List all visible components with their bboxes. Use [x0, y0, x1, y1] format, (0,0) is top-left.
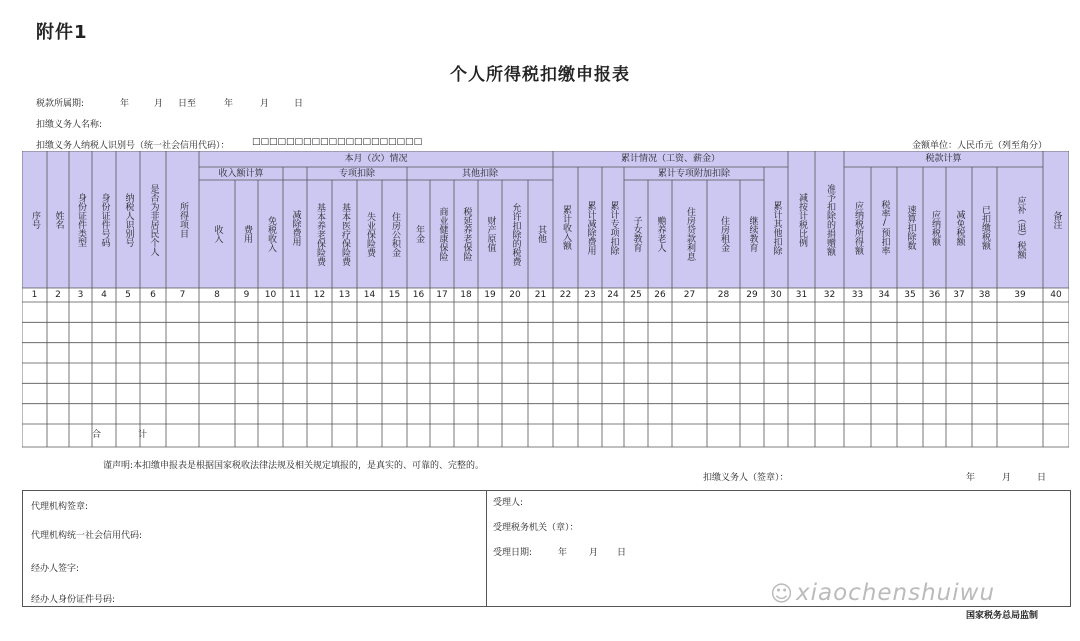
- column-header-26: [648, 180, 672, 288]
- column-header-9-text: 费用: [242, 225, 252, 243]
- column-header-4: [92, 151, 116, 288]
- column-header-6-text: 是否为非居民个人: [148, 183, 159, 256]
- column-number-32: 32: [823, 290, 836, 300]
- column-number-19: 19: [484, 290, 496, 300]
- agent-seal-label: 代理机构签章:: [31, 502, 89, 512]
- column-number-33: 33: [851, 290, 864, 300]
- column-number-3: 3: [77, 290, 84, 300]
- column-header-22: [553, 167, 578, 288]
- column-header-36: [923, 167, 946, 288]
- group-other-deduction-text: 其他扣除: [461, 168, 498, 179]
- column-header-3: [69, 151, 92, 288]
- column-header-15-text: 住房公积金: [390, 211, 400, 257]
- declaration-table: [22, 151, 1069, 451]
- column-header-10: [258, 180, 283, 288]
- column-number-23: 23: [584, 290, 596, 300]
- column-number-16: 16: [412, 290, 425, 300]
- column-number-4: 4: [101, 290, 107, 300]
- column-header-33-text: 应纳税所得额: [853, 200, 863, 255]
- column-header-40-text: 备注: [1051, 210, 1062, 229]
- group-other-deduction: [407, 167, 553, 180]
- column-header-30: [764, 167, 788, 288]
- column-number-34: 34: [878, 290, 890, 300]
- declaration-text: 谨声明:本扣缴申报表是根据国家税收法律法规及相关规定填报的，是真实的、可靠的、完整的。: [103, 461, 485, 471]
- column-number-40: 40: [1050, 290, 1062, 300]
- column-header-1-text: 序号: [30, 210, 40, 229]
- column-header-36-text: 应纳税额: [930, 209, 940, 246]
- column-number-31: 31: [795, 290, 808, 300]
- column-header-11: [283, 167, 307, 288]
- column-header-12-text: 基本养老保险费: [315, 202, 325, 266]
- column-number-39: 39: [1014, 290, 1026, 300]
- period-day-to: 日至: [178, 99, 197, 109]
- total-label-2: 计: [138, 430, 148, 440]
- column-number-17: 17: [436, 290, 448, 300]
- column-header-1: [22, 151, 47, 288]
- column-header-31-text: 减按计税比例: [797, 192, 807, 247]
- column-header-3-text: 身份证件类型: [76, 192, 86, 247]
- column-header-8: [199, 180, 235, 288]
- column-header-20: [502, 180, 528, 288]
- column-number-20: 20: [509, 290, 521, 300]
- column-header-40: [1043, 151, 1069, 288]
- column-header-39-text: 应补（退）税额: [1015, 196, 1026, 259]
- receive-date-label: 受理日期:: [493, 548, 533, 558]
- column-header-28-text: 住房租金: [719, 216, 729, 252]
- column-header-13-text: 基本医疗保险费: [340, 202, 350, 266]
- declaration-day: 日: [1037, 473, 1047, 483]
- column-header-30-text: 累计其他扣除: [771, 200, 782, 255]
- column-header-18-text: 税延养老保险: [461, 207, 472, 261]
- column-header-14: [357, 180, 382, 288]
- column-number-11: 11: [289, 290, 301, 300]
- column-header-21: [528, 180, 553, 288]
- group-cumulative: [553, 151, 788, 167]
- column-number-27: 27: [683, 290, 696, 300]
- column-number-13: 13: [338, 290, 351, 300]
- column-header-37: [946, 167, 972, 288]
- column-header-7: [166, 151, 199, 288]
- column-header-10-text: 免税收入: [266, 216, 276, 252]
- column-number-37: 37: [953, 290, 965, 300]
- column-header-24-text: 累计专项扣除: [608, 200, 619, 255]
- column-header-12: [307, 180, 332, 288]
- column-header-17: [430, 180, 454, 288]
- column-header-28: [707, 180, 740, 288]
- column-number-21: 21: [534, 290, 547, 300]
- column-number-22: 22: [559, 290, 572, 300]
- column-header-7-text: 所得项目: [178, 201, 188, 238]
- handler-id-label: 经办人身份证件号码:: [31, 595, 116, 605]
- column-number-30: 30: [770, 290, 782, 300]
- column-header-22-text: 累计收入额: [561, 205, 571, 250]
- column-header-13: [332, 180, 357, 288]
- group-income-calc: [199, 167, 283, 180]
- column-header-37-text: 减免税额: [954, 209, 965, 246]
- form-title: 个人所得税扣缴申报表: [450, 65, 630, 85]
- column-header-24: [602, 167, 624, 288]
- total-label-1: 合: [92, 430, 102, 440]
- column-number-10: 10: [264, 290, 277, 300]
- column-header-4-text: 身份证件号码: [99, 192, 110, 247]
- column-number-18: 18: [460, 290, 472, 300]
- column-number-38: 38: [978, 290, 991, 300]
- column-header-21-text: 其他: [536, 225, 546, 243]
- column-header-14-text: 失业保险费: [365, 211, 375, 257]
- column-header-39: [997, 167, 1043, 288]
- column-header-35: [897, 167, 923, 288]
- declaration-month: 月: [1002, 473, 1012, 483]
- column-number-9: 9: [243, 290, 250, 300]
- amount-unit: 金额单位：人民币元（列至角分）: [912, 141, 1048, 151]
- withholder-id-label: 扣缴义务人纳税人识别号（统一社会信用代码）：: [36, 141, 230, 151]
- group-special-deduction: [307, 167, 407, 180]
- column-number-15: 15: [388, 290, 401, 300]
- column-header-8-text: 收入: [212, 225, 223, 243]
- group-current-text: 本月（次）情况: [344, 154, 408, 164]
- watermark-text: xiaochenshuiwu: [796, 580, 996, 606]
- column-header-27: [672, 180, 707, 288]
- column-number-7: 7: [179, 290, 186, 300]
- column-number-1: 1: [31, 290, 38, 300]
- column-number-26: 26: [654, 290, 666, 300]
- column-header-19-text: 财产原值: [485, 216, 496, 252]
- group-tax-calc-text: 税款计算: [925, 154, 962, 164]
- column-header-18: [454, 180, 478, 288]
- column-header-29: [740, 180, 764, 288]
- column-header-23: [578, 167, 602, 288]
- column-number-35: 35: [904, 290, 916, 300]
- column-number-8: 8: [214, 290, 220, 300]
- column-number-6: 6: [150, 290, 156, 300]
- group-cumulative-text: 累计情况（工资、薪金）: [620, 154, 720, 164]
- column-header-2: [47, 151, 69, 288]
- receive-day: 日: [617, 548, 627, 558]
- group-income-calc-text: 收入额计算: [218, 168, 264, 179]
- column-number-5: 5: [125, 290, 131, 300]
- column-number-14: 14: [363, 290, 376, 300]
- period-month-1: 月: [154, 99, 164, 109]
- period-label: 税款所属期:: [36, 99, 85, 109]
- column-header-9: [235, 180, 258, 288]
- column-header-34-text: 税率/预扣率: [879, 200, 890, 255]
- column-header-19: [478, 180, 502, 288]
- handler-sign-label: 经办人签字:: [31, 564, 80, 574]
- column-header-32: [815, 151, 844, 288]
- column-header-38: [972, 167, 997, 288]
- column-number-25: 25: [630, 290, 642, 300]
- column-header-20-text: 允许扣除的税费: [510, 202, 521, 266]
- column-header-2-text: 姓名: [53, 210, 64, 229]
- group-special-deduction-text: 专项扣除: [338, 168, 375, 179]
- period-year-1: 年: [120, 99, 130, 109]
- group-cum-special-add-text: 累计专项附加扣除: [657, 168, 730, 179]
- column-header-38-text: 已扣缴税额: [980, 205, 990, 250]
- agent-credit-code-label: 代理机构统一社会信用代码:: [31, 531, 143, 541]
- column-number-29: 29: [746, 290, 758, 300]
- attachment-label: 附件1: [36, 22, 88, 43]
- column-header-15: [382, 180, 407, 288]
- column-header-5: [116, 151, 140, 288]
- column-number-28: 28: [717, 290, 730, 300]
- column-header-6: [140, 151, 166, 288]
- column-header-27-text: 住房贷款利息: [685, 207, 695, 261]
- column-number-2: 2: [55, 290, 61, 300]
- period-month-2: 月: [260, 99, 270, 109]
- column-header-17-text: 商业健康保险: [437, 207, 448, 261]
- column-header-32-text: 准予扣除的捐赠额: [825, 183, 835, 256]
- receive-month: 月: [589, 548, 599, 558]
- column-number-24: 24: [607, 290, 619, 300]
- id-boxes: □□□□□□□□□□□□□□□□□□□□: [252, 137, 423, 147]
- group-tax-calc: [844, 151, 1043, 167]
- column-header-26-text: 赡养老人: [655, 216, 666, 252]
- column-header-31: [788, 151, 815, 288]
- declaration-year: 年: [966, 473, 976, 483]
- column-number-36: 36: [928, 290, 941, 300]
- period-day-2: 日: [294, 99, 304, 109]
- receiver-label: 受理人:: [493, 498, 524, 508]
- withholder-sign-label: 扣缴义务人（签章）：: [703, 473, 789, 483]
- section-divider: [486, 491, 487, 606]
- column-header-23-text: 累计减除费用: [585, 200, 596, 255]
- group-current: [199, 151, 553, 167]
- column-header-35-text: 速算扣除数: [905, 205, 916, 250]
- column-header-16: [407, 180, 430, 288]
- wechat-icon: ☺: [770, 582, 793, 607]
- column-header-33: [844, 167, 871, 288]
- withholder-name-label: 扣缴义务人名称:: [36, 120, 103, 130]
- footer-supervisor: 国家税务总局监制: [966, 611, 1039, 621]
- column-header-25-text: 子女教育: [631, 216, 642, 252]
- receive-year: 年: [558, 548, 568, 558]
- column-header-11-text: 减除费用: [290, 209, 301, 246]
- column-header-34: [871, 167, 897, 288]
- group-cum-special-add: [624, 167, 764, 180]
- column-header-16-text: 年金: [414, 225, 424, 243]
- column-header-29-text: 继续教育: [747, 216, 758, 252]
- column-header-5-text: 纳税人识别号: [123, 192, 134, 247]
- period-year-2: 年: [224, 99, 234, 109]
- receiving-office-label: 受理税务机关（章）：: [493, 523, 579, 533]
- column-header-25: [624, 180, 648, 288]
- column-number-12: 12: [313, 290, 326, 300]
